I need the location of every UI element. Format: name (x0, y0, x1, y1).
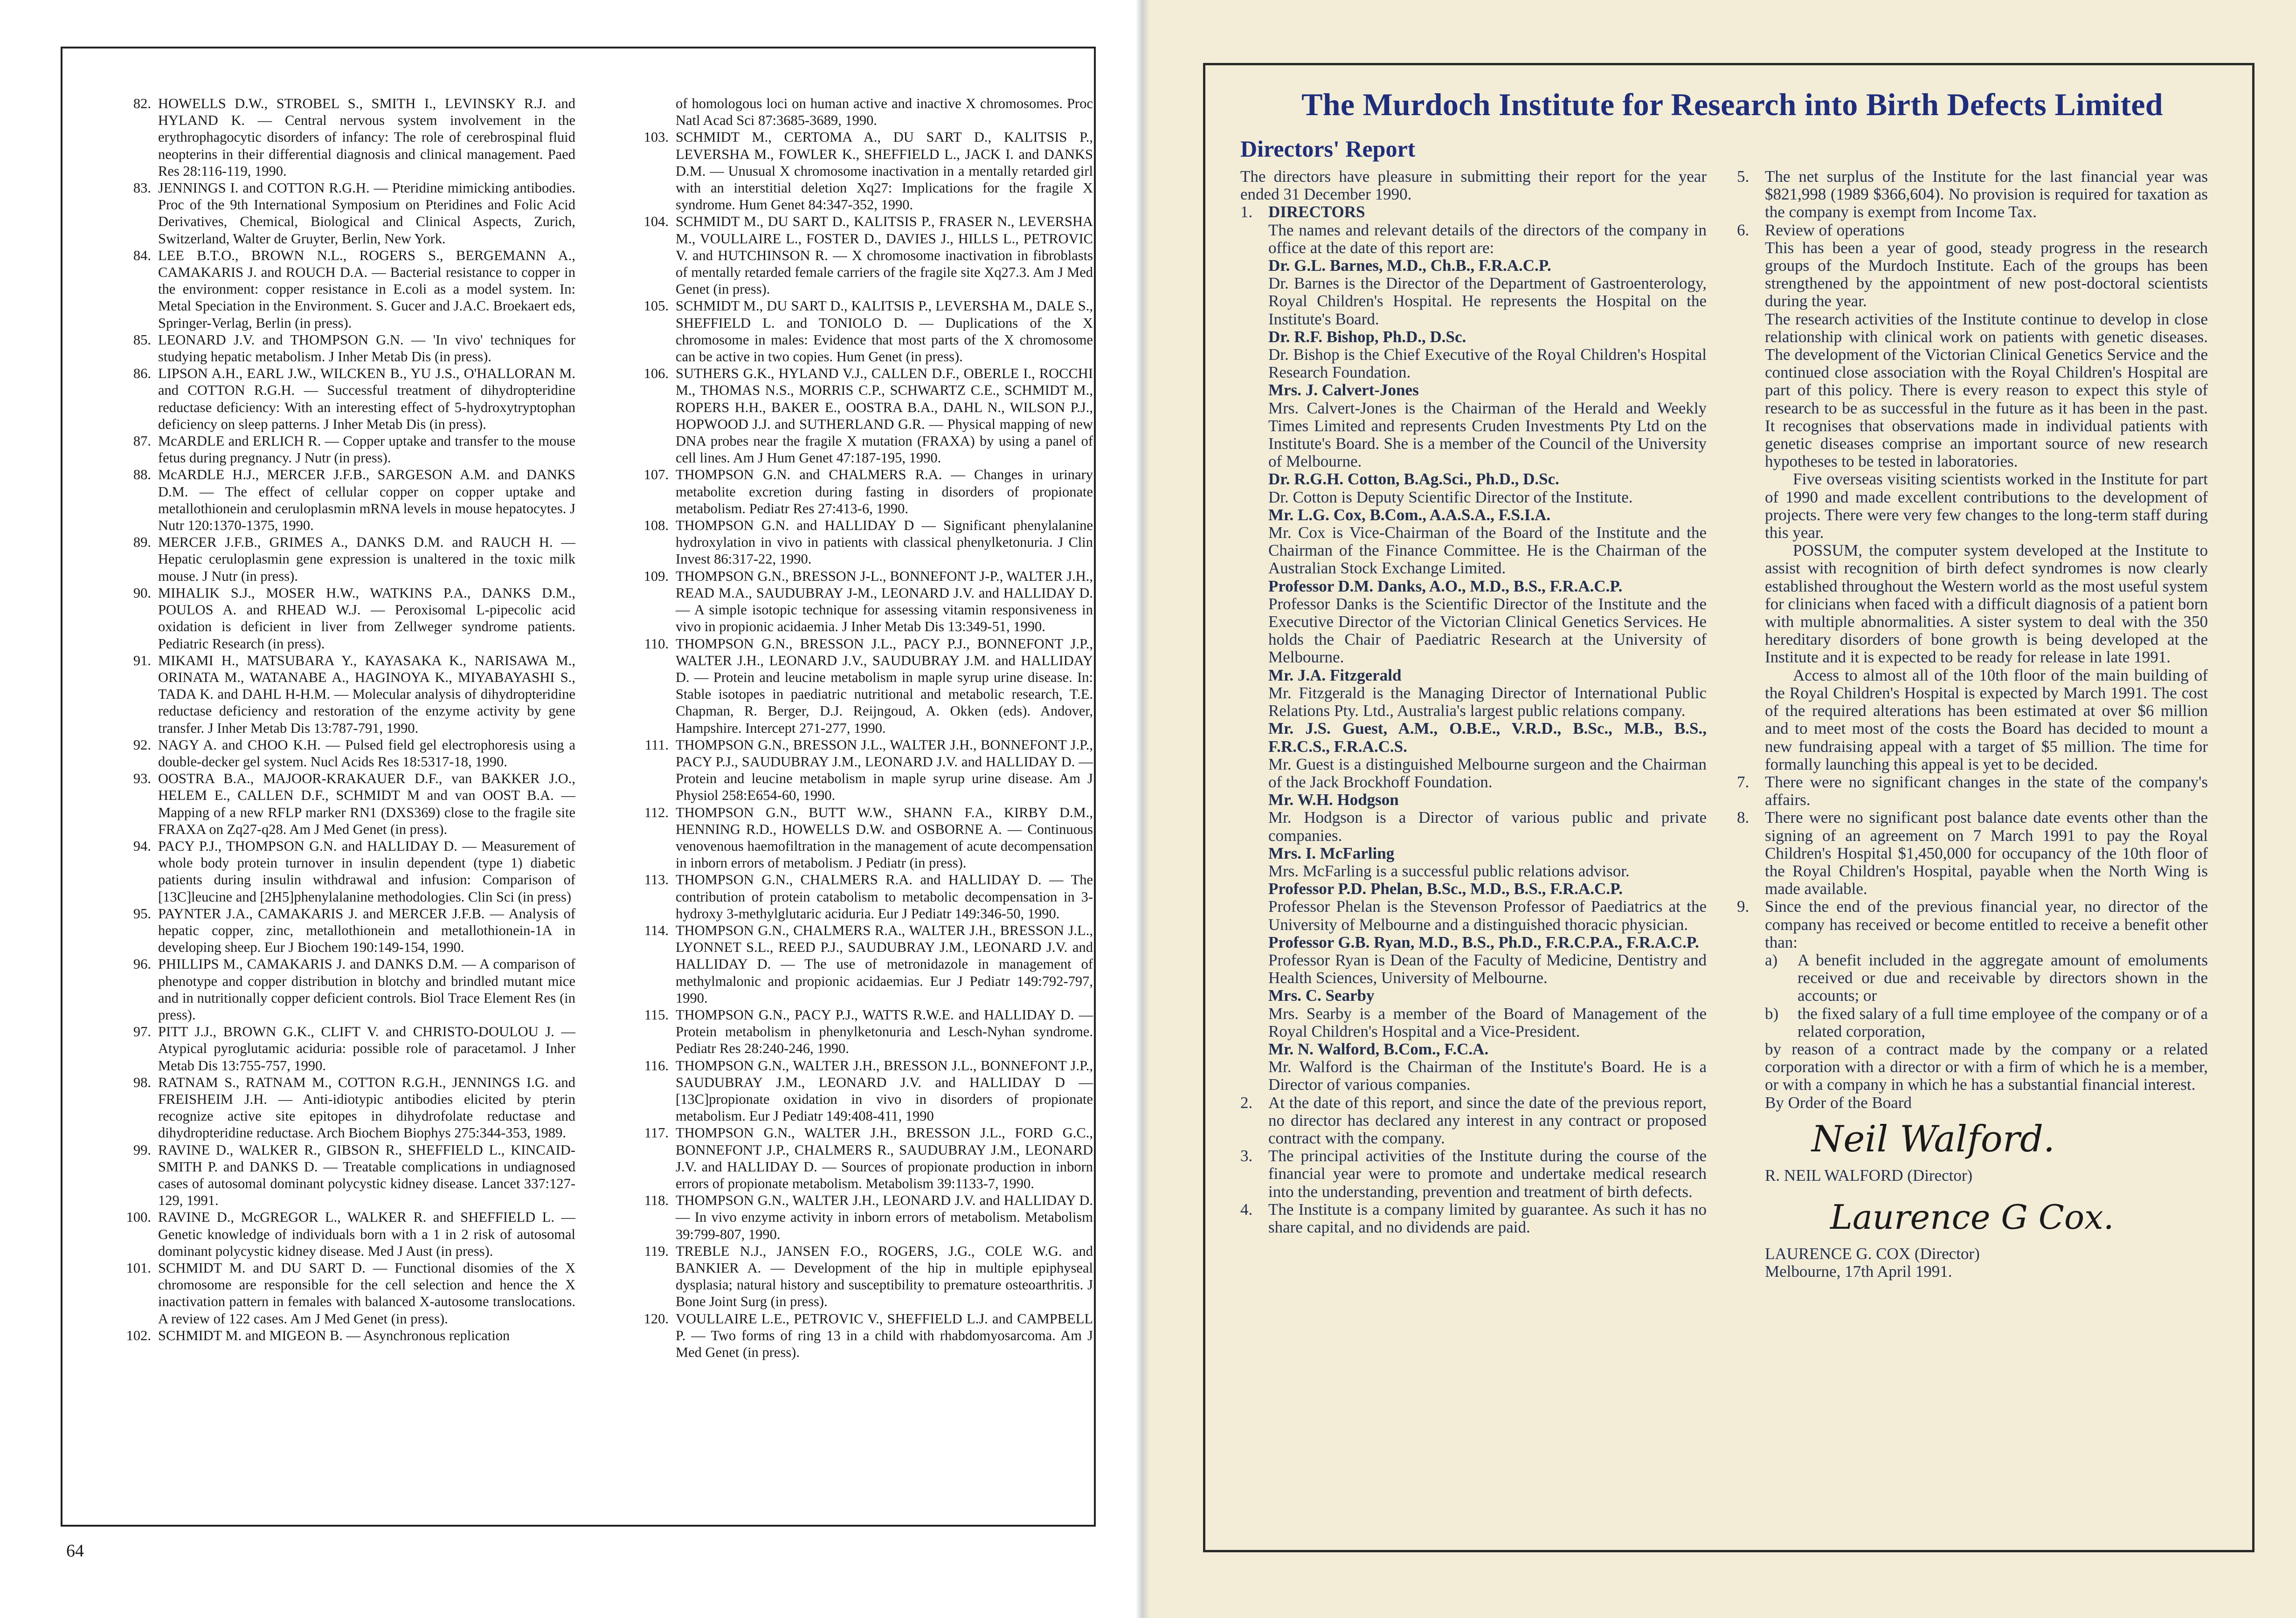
item-9-subitems (1737, 951, 2208, 1040)
reference-number: 114. (644, 922, 669, 938)
reference-text: RATNAM S., RATNAM M., COTTON R.G.H., JENNINGS I.G. and FREISHEIM J.H. — Anti-idiotypic antibodies elicited by pterin recognize active site epitopes in dihydrofolate reductase and dihydropteridine reductase. Arch Biochem Biophys 275:344-353, 1989. (158, 1074, 575, 1141)
reference-entry (95, 770, 575, 838)
reference-entry (613, 517, 1093, 568)
left-page (0, 0, 1135, 1618)
reference-text: McARDLE and ERLICH R. — Copper uptake and transfer to the mouse fetus during pregnancy. J Nutr (in press). (158, 433, 575, 466)
reference-text: THOMPSON G.N., WALTER J.H., LEONARD J.V. and HALLIDAY D. — In vivo enzyme activity in inborn errors of metabolism. Metabolism 39:799-807, 1990. (676, 1192, 1093, 1242)
reference-text: THOMPSON G.N., BRESSON J-L., BONNEFONT J-P., WALTER J.H., READ M.A., SAUDUBRAY J-M., LEONARD J.V. and HALLIDAY D. — A simple isotopic technique for assessing vitamin responsiveness in vivo in propionic acidaemia. J Inher Metab Dis 13:349-51, 1990. (676, 568, 1093, 635)
director-name: Dr. R.G.H. Cotton, B.Ag.Sci., Ph.D., D.Sc. (1268, 470, 1559, 489)
reference-entry (613, 1006, 1093, 1057)
reference-number: 90. (133, 585, 151, 601)
reference-number: 119. (644, 1243, 669, 1259)
item-text: At the date of this report, and since the date of the previous report, no director has declared any interest in any contract or proposed contract with the company. (1268, 1093, 1707, 1147)
reference-number: 112. (644, 804, 669, 820)
reference-entry (95, 1074, 575, 1142)
report-column-1 (1240, 168, 1707, 1236)
reference-entry (613, 635, 1093, 737)
reference-entry (95, 466, 575, 534)
reference-entry (613, 1192, 1093, 1243)
sub-item-text: A benefit included in the aggregate amount of emoluments received or due and receivable by directors shown in the accounts; or (1798, 950, 2208, 1005)
director-description: Mr. Cox is Vice-Chairman of the Board of the Institute and the Chairman of the Finance Committee. He is the Chairman of the Australian Stock Exchange Limited. (1268, 523, 1707, 578)
reference-text: NAGY A. and CHOO K.H. — Pulsed field gel electrophoresis using a double-decker gel system. Nucl Acids Res 18:5317-18, 1990. (158, 737, 575, 770)
reference-entry (613, 1124, 1093, 1192)
reference-entry (95, 585, 575, 652)
reference-text: SCHMIDT M. and MIGEON B. — Asynchronous replication (158, 1327, 510, 1343)
reference-text: PITT J.J., BROWN G.K., CLIFT V. and CHRISTO-DOULOU J. — Atypical pyroglutamic aciduria: possible role of paracetamol. J Inher Metab Dis 13:755-757, 1990. (158, 1024, 575, 1074)
reference-text: RAVINE D., WALKER R., GIBSON R., SHEFFIELD L., KINCAID-SMITH P. and DANKS D. — Treatable complications in undiagnosed cases of autosomal dominant polycystic kidney disease. Lancet 337:127-129, 1991. (158, 1142, 575, 1209)
reference-entry (613, 466, 1093, 517)
reference-number: 89. (133, 534, 151, 551)
director-name: Dr. R.F. Bishop, Ph.D., D.Sc. (1268, 327, 1466, 346)
director-description: Mr. Guest is a distinguished Melbourne surgeon and the Chairman of the Jack Brockhoff Foundation. (1268, 755, 1707, 791)
references-column-2 (613, 95, 1093, 1361)
reference-text: OOSTRA B.A., MAJOOR-KRAKAUER D.F., van BAKKER J.O., HELEM E., CALLEN D.F., SCHMIDT M and van OOST B.A. — Mapping of a new RFLP marker RN1 (DXS369) close to the fragile site FRAXA on Zq27-q28. Am J Med Genet (in press). (158, 771, 575, 837)
reference-entry (95, 838, 575, 905)
reference-text: McARDLE H.J., MERCER J.F.B., SARGESON A.M. and DANKS D.M. — The effect of cellular copper on copper uptake and metallothionein and ceruloplasmin mRNA levels in mouse hepatocytes. J Nutr 120:1370-1375, 1990. (158, 467, 575, 534)
reference-number: 102. (126, 1327, 151, 1343)
book-gutter (1135, 0, 1149, 1618)
reference-number: 85. (133, 331, 151, 348)
reference-entry (95, 1327, 575, 1344)
reference-number: 106. (643, 365, 669, 382)
sub-item-letter: a) (1765, 950, 1778, 969)
reference-text: THOMPSON G.N., WALTER J.H., BRESSON J.L., BONNEFONT J.P., SAUDUBRAY J.M., LEONARD J.V. and HALLIDAY D — [13C]propionate oxidation in vivo in disorders of propionate metabolism. Eur J Pediatr 149:408-411, 1990 (676, 1057, 1093, 1124)
report-intro: The directors have pleasure in submitting their report for the year ended 31 December 1990. (1240, 167, 1707, 204)
reference-entry (95, 331, 575, 365)
reference-text: PHILLIPS M., CAMAKARIS J. and DANKS D.M. — A comparison of phenotype and copper distribution in blotchy and brindled mutant mice and in nutritionally copper deficient controls. Biol Trace Element Res (in press). (158, 956, 575, 1023)
director-description: Professor Ryan is Dean of the Faculty of Medicine, Dentistry and Health Sciences, University of Melbourne. (1268, 950, 1707, 987)
director-description: Professor Danks is the Scientific Director of the Institute and the Executive Director of the Victorian Clinical Genetics Services. He holds the Chair of Paediatric Research at the University of Melbourne. (1268, 594, 1707, 667)
item-text: There were no significant changes in the state of the company's affairs. (1765, 772, 2208, 809)
right-page (1149, 0, 2296, 1618)
director-description: Mr. Walford is the Chairman of the Institute's Board. He is a Director of various companies. (1268, 1058, 1707, 1094)
reference-number: 97. (133, 1024, 151, 1040)
reference-number: 83. (133, 180, 151, 196)
reference-text: THOMPSON G.N., BRESSON J.L., PACY P.J., BONNEFONT J.P., WALTER J.H., LEONARD J.V., SAUDUBRAY J.M. and HALLIDAY D. — Protein and leucine metabolism in maple syrup urine disease. In: Stable isotopes in paediatric nutritional and metabolic research, T.E. Chapman, R. Berger, D.J. Reijngoud, A. Okken (eds). Andover, Hampshire. Intercept 271-277, 1990. (676, 635, 1093, 736)
reference-entry (613, 922, 1093, 1006)
director-name: Mrs. C. Searby (1268, 986, 1375, 1005)
reference-number: 105. (643, 298, 669, 314)
director-name: Professor G.B. Ryan, M.D., B.S., Ph.D., F.R.C.P.A., F.R.A.C.P. (1268, 933, 1699, 951)
reference-entry (613, 871, 1093, 922)
director-description: Professor Phelan is the Stevenson Professor of Paediatrics at the University of Melbourne and a distinguished thoracic physician. (1268, 897, 1707, 934)
reference-entry (613, 213, 1093, 297)
section-number: 1. (1240, 203, 1253, 221)
item-number: 6. (1737, 220, 1750, 239)
reference-entry (613, 95, 1093, 129)
reference-number: 110. (644, 635, 669, 652)
reference-number: 84. (133, 247, 151, 263)
director-name: Mrs. I. McFarling (1268, 844, 1395, 862)
director-name: Professor D.M. Danks, A.O., M.D., B.S., F.R.A.C.P. (1268, 577, 1623, 595)
reference-text: THOMPSON G.N., BUTT W.W., SHANN F.A., KIRBY D.M., HENNING R.D., HOWELLS D.W. and OSBORNE A. — Continuous venovenous haemofiltration in the management of acute decompensation in inborn errors of metabolism. J Pediatr (in press). (676, 804, 1093, 871)
director-name: Mr. J.A. Fitzgerald (1268, 666, 1402, 684)
reference-entry (95, 1209, 575, 1260)
reference-entry (613, 365, 1093, 466)
reference-text: THOMPSON G.N., PACY P.J., WATTS R.W.E. and HALLIDAY D. — Protein metabolism in phenylketonuria and Lesch-Nyhan syndrome. Pediatr Res 28:240-246, 1990. (676, 1006, 1093, 1057)
director-description: Mrs. Calvert-Jones is the Chairman of the Herald and Weekly Times Limited and represents Cruden Investments Pty Ltd on the Institute's Board. She is a member of the Council of the University of Melbourne. (1268, 399, 1707, 471)
director-description: Mrs. McFarling is a successful public relations advisor. (1268, 861, 1630, 880)
reference-text: PACY P.J., THOMPSON G.N. and HALLIDAY D. — Measurement of whole body protein turnover in insulin dependent (type 1) diabetic patients during insulin withdrawal and infusion: Comparison of [13C]leucine and [2H5]phenylalanine methodologies. Clin Sci (in press) (158, 838, 575, 905)
reference-entry (95, 1260, 575, 1327)
reference-text: THOMPSON G.N., BRESSON J.L., WALTER J.H., BONNEFONT J.P., PACY P.J., SAUDUBRAY J.M., LEONARD J.V. and HALLIDAY D. — Protein and leucine metabolism in maple syrup urine disease. Am J Physiol 258:E654-60, 1990. (676, 737, 1093, 804)
reference-text: RAVINE D., McGREGOR L., WALKER R. and SHEFFIELD L. — Genetic knowledge of individuals born with a 1 in 2 risk of autosomal dominant polycystic kidney disease. Med J Aust (in press). (158, 1209, 575, 1259)
place-and-date: Melbourne, 17th April 1991. (1765, 1262, 1952, 1281)
director-name: Mr. J.S. Guest, A.M., O.B.E., V.R.D., B.Sc., M.B., B.S., F.R.C.S., F.R.A.C.S. (1268, 719, 1707, 756)
operations-paragraph: Access to almost all of the 10th floor of the main building of the Royal Children's Hospital is expected by March 1991. The cost of the required alterations has been estimated at over $6 million and to meet most of the costs the Board has decided to mount a new fundraising appeal with a target of $5 million. The time for formally launching this appeal is yet to be decided. (1765, 666, 2208, 773)
reference-text: MIHALIK S.J., MOSER H.W., WATKINS P.A., DANKS D.M., POULOS A. and RHEAD W.J. — Peroxisomal L-pipecolic acid oxidation is deficient in liver from Zellweger syndrome patients. Pediatric Research (in press). (158, 585, 575, 652)
reference-number: 95. (133, 905, 151, 922)
reference-text: VOULLAIRE L.E., PETROVIC V., SHEFFIELD L.J. and CAMPBELL P. — Two forms of ring 13 in a child with rhabdomyosarcoma. Am J Med Genet (in press). (676, 1310, 1093, 1361)
reference-number: 86. (133, 365, 151, 382)
order-of-board: By Order of the Board (1765, 1093, 1912, 1112)
section-title: DIRECTORS (1268, 203, 1365, 221)
report-item-9 (1737, 898, 2208, 951)
reference-number: 107. (643, 467, 669, 483)
reference-text: PAYNTER J.A., CAMAKARIS J. and MERCER J.F.B. — Analysis of hepatic copper, zinc, metallothionein and metallothionein-1A in developing sheep. Eur J Biochem 190:149-154, 1990. (158, 905, 575, 956)
reference-number: 99. (133, 1142, 151, 1158)
page-number: 64 (66, 1541, 84, 1561)
institute-title: The Murdoch Institute for Research into Birth Defects Limited (1301, 87, 2163, 122)
signature-walford: Neil Walford. (1812, 1118, 2055, 1160)
signatory-cox: LAURENCE G. COX (Director) (1765, 1244, 1980, 1263)
director-description: Mr. Fitzgerald is the Managing Director of International Public Relations Pty. Ltd., Australia's largest public relations company. (1268, 683, 1707, 720)
reference-entry (95, 905, 575, 956)
director-name: Professor P.D. Phelan, B.Sc., M.D., B.S., F.R.A.C.P. (1268, 880, 1623, 898)
reference-text: THOMPSON G.N., CHALMERS R.A., WALTER J.H., BRESSON J.L., LYONNET S.L., REED P.J., SAUDUBRAY J.M., LEONARD J.V. and HALLIDAY D. — The use of metronidazole in management of methylmalonic and propionic acidaemias. Eur J Pediatr 149:792-797, 1990. (676, 922, 1093, 1006)
reference-text: THOMPSON G.N. and CHALMERS R.A. — Changes in urinary metabolite excretion during fasting in disorders of propionate metabolism. Pediatr Res 27:413-6, 1990. (676, 467, 1093, 516)
item-text: Since the end of the previous financial year, no director of the company has received or become entitled to receive a benefit other than: (1765, 897, 2208, 951)
reference-text: JENNINGS I. and COTTON R.G.H. — Pteridine mimicking antibodies. Proc of the 9th International Symposium on Pteridines and Folic Acid Derivatives, Chemical, Biological and Clinical Aspects, Zurich, Switzerland, Walter de Gruyter, Berlin, New York. (158, 180, 575, 247)
report-item-5 (1737, 168, 2208, 221)
reference-number: 100. (126, 1209, 151, 1226)
reference-text: TREBLE N.J., JANSEN F.O., ROGERS, J.G., COLE W.G. and BANKIER A. — Development of the hip in multiple epiphyseal dysplasia; natural history and susceptibility to premature osteoarthritis. J Bone Joint Surg (in press). (676, 1243, 1093, 1310)
reference-number: 101. (126, 1260, 151, 1276)
item-text: The Institute is a company limited by guarantee. As such it has no share capital, and no dividends are paid. (1268, 1200, 1707, 1236)
director-name: Mr. W.H. Hodgson (1268, 791, 1399, 809)
reference-number: 118. (644, 1192, 669, 1209)
sub-item-letter: b) (1765, 1004, 1779, 1023)
reference-number: 88. (133, 467, 151, 483)
director-description: Dr. Barnes is the Director of the Department of Gastroenterology, Royal Children's Hospital. He represents the Hospital on the Institute's Board. (1268, 274, 1707, 328)
directors-report-frame (1203, 63, 2255, 1552)
reference-entry (613, 737, 1093, 804)
report-column-2 (1737, 168, 2208, 1281)
reference-entry (95, 95, 575, 179)
reference-text: THOMPSON G.N. and HALLIDAY D — Significant phenylalanine hydroxylation in vivo in patients with classical phenylketonuria. J Clin Invest 86:317-22, 1990. (676, 517, 1093, 567)
director-name: Mr. N. Walford, B.Com., F.C.A. (1268, 1040, 1489, 1058)
reference-entry (613, 804, 1093, 872)
reference-number: 117. (644, 1125, 669, 1141)
reference-entry (95, 534, 575, 585)
reference-entry (95, 652, 575, 737)
item-number: 2. (1240, 1093, 1253, 1112)
director-name: Mrs. J. Calvert-Jones (1268, 381, 1419, 399)
operations-paragraph: POSSUM, the computer system developed at the Institute to assist with recognition of birth defect syndromes is now clearly established throughout the Western world as the most useful system for clinicians when faced with a difficult diagnosis of a patient born with multiple abnormalities. A sister system to deal with the 350 hereditary disorders of bone growth is being developed at the Institute and it is expected to be ready for release in late 1991. (1765, 541, 2208, 667)
reference-number: 115. (644, 1006, 669, 1023)
director-description: Mr. Hodgson is a Director of various public and private companies. (1268, 808, 1707, 845)
directors-intro: The names and relevant details of the directors of the company in office at the date of this report are: (1268, 220, 1707, 257)
reference-entry (95, 433, 575, 466)
reference-number: 111. (644, 737, 669, 753)
reference-entry (95, 179, 575, 247)
references-column-1 (95, 95, 575, 1344)
reference-number: 87. (133, 433, 151, 449)
reference-text: SCHMIDT M., CERTOMA A., DU SART D., KALITSIS P., LEVERSHA M., FOWLER K., SHEFFIELD L., JACK I. and DANKS D.M. — Unusual X chromosome inactivation in a mentally retarded girl with an interstitial deletion Xq27: Implications for the fragile X syndrome. Hum Genet 84:347-352, 1990. (676, 129, 1093, 213)
reference-text: LEONARD J.V. and THOMPSON G.N. — 'In vivo' techniques for studying hepatic metabolism. J Inher Metab Dis (in press). (158, 331, 575, 365)
reference-text: SUTHERS G.K., HYLAND V.J., CALLEN D.F., OBERLE I., ROCCHI M., THOMAS N.S., MORRIS C.P., SCHWARTZ C.E., SCHMIDT M., ROPERS H.H., BAKER E., OOSTRA B.A., DAHL N., WILSON P.J., HOPWOOD J.J. and SUTHERLAND G.R. — Physical mapping of new DNA probes near the fragile X mutation (FRAXA) by using a panel of cell lines. Am J Hum Genet 47:187-195, 1990. (676, 365, 1093, 466)
reference-number: 116. (644, 1057, 669, 1074)
reference-entry (95, 737, 575, 770)
director-name: Mr. L.G. Cox, B.Com., A.A.S.A., F.S.I.A. (1268, 505, 1551, 524)
reference-text: LEE B.T.O., BROWN N.L., ROGERS S., BERGEMANN A., CAMAKARIS J. and ROUCH D.A. — Bacterial resistance to copper in the environment: copper resistance in E.coli as a model system. In: Metal Speciation in the Environment. S. Gucer and J.A.C. Broekaert eds, Springer-Verlag, Berlin (in press). (158, 247, 575, 331)
reference-number: 109. (643, 568, 669, 584)
reference-entry (95, 247, 575, 331)
reference-text: SCHMIDT M., DU SART D., KALITSIS P., FRASER N., LEVERSHA M., VOULLAIRE L., FOSTER D., DAVIES J., HILLS L., PETROVIC V. and HUTCHINSON R. — X chromosome inactivation in fibroblasts of mentally retarded female carriers of the fragile site Xq27.3. Am J Med Genet (in press). (676, 213, 1093, 297)
reference-text: of homologous loci on human active and inactive X chromosomes. Proc Natl Acad Sci 87:3685-3689, 1990. (676, 96, 1093, 129)
reference-entry (613, 129, 1093, 213)
reference-number: 93. (133, 771, 151, 787)
signature-cox: Laurence G Cox. (1830, 1197, 2114, 1237)
reference-entry (613, 1057, 1093, 1125)
sub-item (1737, 1005, 2208, 1040)
report-item-8 (1737, 809, 2208, 898)
operations-paragraph: This has been a year of good, steady progress in the research groups of the Murdoch Institute. Each of the groups has been strengthened by the appointment of new post-doctoral scientists during the year. (1765, 238, 2208, 310)
sub-item (1737, 951, 2208, 1005)
director-description: Mrs. Searby is a member of the Board of Management of the Royal Children's Hospital and a Vice-President. (1268, 1004, 1707, 1040)
report-item-6 (1737, 221, 2208, 239)
item-9-closing: by reason of a contract made by the company or a related corporation with a director or with a firm of which he is a member, or with a company in which he has a substantial financial interest. (1765, 1040, 2208, 1094)
signatory-walford: R. NEIL WALFORD (Director) (1765, 1166, 1973, 1184)
reference-entry (95, 1142, 575, 1209)
report-item-7 (1737, 773, 2208, 809)
reference-number: 96. (133, 956, 151, 972)
report-item (1240, 1201, 1707, 1236)
item-number: 3. (1240, 1147, 1253, 1165)
item-text: The principal activities of the Institute during the course of the financial year were to promote and undertake medical research into the understanding, prevention and treatment of birth defects. (1268, 1147, 1707, 1201)
item-text: There were no significant post balance date events other than the signing of an agreement on 7 March 1991 to pay the Royal Children's Hospital $1,450,000 for occupancy of the 10th floor of the Royal Children's Hospital, payable when the North Wing is made available. (1765, 808, 2208, 898)
reference-text: MIKAMI H., MATSUBARA Y., KAYASAKA K., NARISAWA M., ORINATA M., WATANABE A., HAGINOYA K., MIYABAYASHI S., TADA K. and DAHL H-H.M. — Molecular analysis of dihydropteridine reductase deficiency and restoration of the enzyme activity by gene transfer. J Inher Metab Dis 13:787-791, 1990. (158, 652, 575, 736)
item-number: 5. (1737, 167, 1750, 186)
reference-entry (613, 1310, 1093, 1361)
reference-entry (613, 1243, 1093, 1310)
item-number: 7. (1737, 772, 1750, 791)
reference-text: SCHMIDT M. and DU SART D. — Functional disomies of the X chromosome are responsible for the cell selection and hence the X inactivation pattern in females with balanced X-autosome translocations. A review of 122 cases. Am J Med Genet (in press). (158, 1260, 575, 1327)
reference-number: 108. (643, 517, 669, 534)
report-item (1240, 1094, 1707, 1148)
reference-number: 82. (133, 96, 151, 111)
section-directors-heading (1240, 203, 1707, 221)
reference-text: MERCER J.F.B., GRIMES A., DANKS D.M. and RAUCH H. — Hepatic ceruloplasmin gene expression is unaltered in the toxic milk mouse. J Nutr (in press). (158, 534, 575, 584)
directors-list (1240, 257, 1707, 1094)
item-heading: Review of operations (1765, 220, 1905, 239)
reference-number: 103. (643, 129, 669, 145)
reference-text: THOMPSON G.N., WALTER J.H., BRESSON J.L., FORD G.C., BONNEFONT J.P., CHALMERS R., SAUDUBRAY J.M., LEONARD J.V. and HALLIDAY D. — Sources of propionate production in inborn errors of propionate metabolism. Metabolism 39:1133-7, 1990. (676, 1125, 1093, 1191)
operations-paragraph: Five overseas visiting scientists worked in the Institute for part of 1990 and made excellent contributions to the development of projects. There were very few changes to the long-term staff during this year. (1765, 470, 2208, 542)
reference-text: HOWELLS D.W., STROBEL S., SMITH I., LEVINSKY R.J. and HYLAND K. — Central nervous system involvement in the erythrophagocytic disorders of infancy: The role of cerebrospinal fluid neopterins in their differential diagnosis and clinical management. Paed Res 28:116-119, 1990. (158, 96, 575, 179)
report-heading: Directors' Report (1240, 136, 1416, 162)
operations-paragraph: The research activities of the Institute continue to develop in close relationship with clinical work on patients with genetic diseases. The development of the Victorian Clinical Genetics Service and the continued close association with the Royal Children's Hospital are part of this policy. There is every reason to expect this style of research to be as successful in the future as it has been in the past. It recognises that observations made in individual patients with genetic diseases comprise an important source of new research hypotheses to be tested in laboratories. (1765, 310, 2208, 471)
references-frame (61, 47, 1096, 1527)
reference-entry (613, 297, 1093, 365)
item-number: 9. (1737, 897, 1750, 916)
reference-entry (95, 365, 575, 433)
report-items-2-4 (1240, 1094, 1707, 1237)
reference-number: 94. (133, 838, 151, 854)
reference-number: 98. (133, 1074, 151, 1090)
sub-item-text: the fixed salary of a full time employee of the company or of a related corporation, (1798, 1004, 2208, 1040)
director-description: Dr. Cotton is Deputy Scientific Director of the Institute. (1268, 488, 1633, 506)
reference-entry (613, 568, 1093, 635)
reference-number: 104. (643, 213, 669, 230)
reference-number: 92. (133, 737, 151, 753)
reference-text: THOMPSON G.N., CHALMERS R.A. and HALLIDAY D. — The contribution of protein catabolism to metabolic decompensation in 3-hydroxy 3-methylglutaric aciduria. Eur J Pediatr 149:346-50, 1990. (676, 872, 1093, 922)
reference-entry (95, 1023, 575, 1074)
reference-number: 120. (643, 1310, 669, 1327)
reference-number: 91. (133, 652, 151, 668)
review-of-operations (1737, 239, 2208, 773)
reference-text: SCHMIDT M., DU SART D., KALITSIS P., LEVERSHA M., DALE S., SHEFFIELD L. and TONIOLO D. — Duplications of the X chromosome in males: Evidence that most parts of the X chromosome can be active in two copies. Hum Genet (in press). (676, 298, 1093, 365)
reference-number: 113. (644, 872, 669, 888)
item-number: 4. (1240, 1200, 1253, 1219)
item-number: 8. (1737, 808, 1750, 827)
director-description: Dr. Bishop is the Chief Executive of the Royal Children's Hospital Research Foundation. (1268, 345, 1707, 382)
item-text: The net surplus of the Institute for the last financial year was $821,998 (1989 $366,604). No provision is required for taxation as the company is exempt from Income Tax. (1765, 167, 2208, 221)
report-item (1240, 1147, 1707, 1201)
director-name: Dr. G.L. Barnes, M.D., Ch.B., F.R.A.C.P. (1268, 256, 1551, 275)
reference-entry (95, 956, 575, 1023)
reference-text: LIPSON A.H., EARL J.W., WILCKEN B., YU J.S., O'HALLORAN M. and COTTON R.G.H. — Successful treatment of dihydropteridine reductase deficiency: With an interesting effect of 5-hydroxytryptophan deficiency on sleep patterns. J Inher Metab Dis (in press). (158, 365, 575, 432)
